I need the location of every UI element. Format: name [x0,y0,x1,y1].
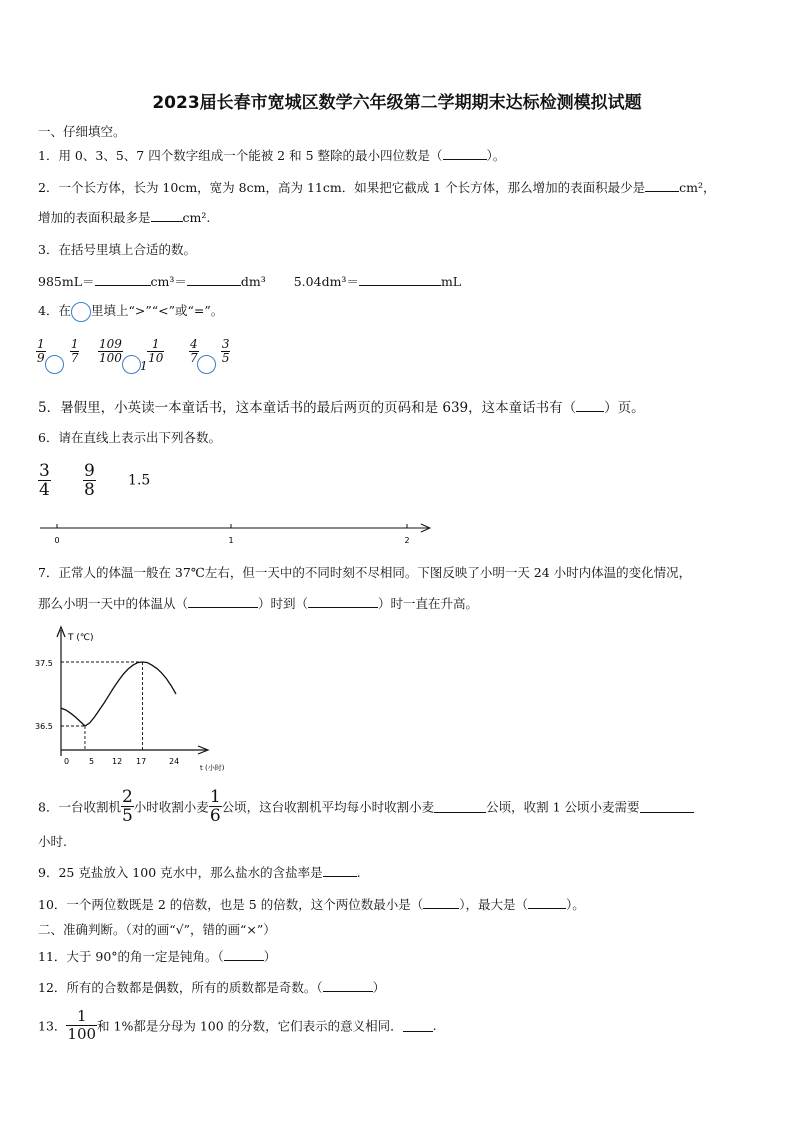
q2-text-2: 增加的表面积最多是 [38,210,151,225]
q10-text: 10．一个两位数既是 2 的倍数，也是 5 的倍数，这个两位数最小是（ [38,897,424,912]
q7-text-2: ）时到（ [258,596,309,611]
q8-text-4: 公顷，收割 1 公顷小麦需要 [486,799,640,815]
q9-text: 9．25 克盐放入 100 克水中，那么盐水的含盐率是 [38,865,323,880]
question-3-conversions [38,272,461,290]
fraction: $\frac{109}{100}$ [99,337,122,365]
q8-text-end: 小时. [38,834,67,849]
question-7-line-2 [38,594,478,612]
question-11 [38,947,276,965]
q4-text-2: 里填上“>”“<”或“=”。 [90,303,224,318]
question-6: 6．请在直线上表示出下列各数。 [38,430,221,445]
q7-text-3: ）时一直在升高。 [378,596,479,611]
q11-text: 11．大于 90°的角一定是钝角。（ [38,949,224,964]
number-1-5: 1.5 [128,472,151,489]
fraction: $\frac{1}{9}$ [37,337,45,365]
q8-text: 8．一台收割机 [38,799,121,815]
q10-max-blank[interactable] [528,896,566,909]
question-7-line-1: 7．正常人的体温一般在 37℃左右，但一天中的不同时刻不尽相同。下图反映了小明一天 24 小时内体温的变化情况， [38,565,692,580]
question-2-line-2 [38,208,210,226]
tick-label: 1 [228,536,234,545]
q13-text: 13． [38,1018,67,1034]
q4-compare-2-circle[interactable] [122,355,141,374]
fraction: $\frac{4}{7}$ [190,337,198,365]
q5-text: 5．暑假里，小英读一本童话书，这本童话书的最后两页的页码和是 639，这本童话书有（ [38,400,577,416]
tick-label: 0 [54,536,60,545]
q4-compare-1-circle[interactable] [45,355,64,374]
question-10 [38,895,585,913]
q3-985ml: 985mL＝ [38,274,95,289]
x-axis-label: t (小时) [200,764,225,772]
q8-hours-blank[interactable] [640,800,694,813]
section-1-heading: 一、仔细填空。 [38,124,126,139]
q10-min-blank[interactable] [423,896,459,909]
q11-text-end: ） [263,949,277,964]
q5-text-end: ）页。 [604,400,645,416]
q2-unit-2: cm². [182,210,211,225]
q4-compare-2-mid: 1 [140,359,148,373]
q13-answer-blank[interactable] [403,1019,433,1032]
y-tick-label: 36.5 [35,722,53,731]
q8-per-hour-blank[interactable] [434,800,486,813]
question-1 [38,146,505,164]
page-title: 2023届长春市宽城区数学六年级第二学期期末达标检测模拟试题 [152,93,642,113]
y-axis-label: T (℃) [68,633,94,643]
q4-circle-icon [71,302,91,322]
q3-cm3: cm³＝ [150,274,187,289]
temperature-chart [28,622,238,778]
question-5 [38,396,645,416]
q12-answer-blank[interactable] [323,979,373,992]
q8-text-3: 公顷，这台收割机平均每小时收割小麦 [221,799,435,815]
y-tick-label: 37.5 [35,659,53,668]
q9-text-end: . [356,865,361,880]
q7-end-blank[interactable] [308,595,378,608]
q3-dm3: dm³ [240,274,266,289]
q2-unit-1: cm²， [679,180,716,195]
q1-answer-blank[interactable] [443,147,487,160]
question-3: 3．在括号里填上合适的数。 [38,242,196,257]
q1-text-end: ）。 [486,148,506,163]
x-tick-label: 24 [169,757,180,766]
q3-504dm3: 5.04dm³＝ [293,274,359,289]
fraction-2-5: $\frac{2}{5}$ [121,787,133,826]
q11-answer-blank[interactable] [224,948,264,961]
q8-text-2: 小时收割小麦 [133,799,209,815]
x-tick-label: 17 [136,757,147,766]
q10-text-2: ），最大是（ [459,897,528,912]
q5-answer-blank[interactable] [576,399,604,412]
q2-max-area-blank[interactable] [151,209,183,222]
question-4 [38,301,223,322]
temperature-series-line [61,662,176,726]
q13-text-end: . [432,1018,437,1033]
question-12 [38,978,385,996]
fraction-9-8: $\frac{9}{8}$ [84,461,95,500]
x-tick-label: 5 [89,757,95,766]
q3-blank-cm3[interactable] [95,273,151,286]
q3-blank-ml[interactable] [359,273,441,286]
fraction-1-6: $\frac{1}{6}$ [209,787,221,826]
q2-text: 2．一个长方体，长为 10cm，宽为 8cm，高为 11cm．如果把它截成 1 个长方体，那么增加的表面积最少是 [38,180,646,195]
q9-answer-blank[interactable] [323,864,357,877]
x-tick-label: 12 [112,757,123,766]
q2-min-area-blank[interactable] [645,179,679,192]
q6-numbers [38,462,150,499]
section-2-heading: 二、准确判断。（对的画“√”，错的画“×”） [38,922,276,937]
question-13 [38,1008,437,1043]
question-8 [38,788,694,825]
q12-text-end: ） [372,980,386,995]
question-2-line-1 [38,178,715,196]
fraction-1-100: $\frac{1}{100}$ [67,1007,97,1043]
q13-text-2: 和 1%都是分母为 100 的分数，它们表示的意义相同． [97,1018,403,1034]
question-9 [38,863,361,881]
q7-start-blank[interactable] [188,595,258,608]
q3-blank-dm3[interactable] [187,273,241,286]
q3-ml: mL [440,274,462,289]
q4-text: 4．在 [38,303,71,318]
fraction-3-4: $\frac{3}{4}$ [39,461,50,500]
fraction: $\frac{1}{7}$ [70,337,79,365]
q4-compare-3-circle[interactable] [197,355,216,374]
fraction: $\frac{1}{10}$ [148,337,164,365]
q12-text: 12．所有的合数都是偶数，所有的质数都是奇数。（ [38,980,323,995]
q10-text-end: ）。 [565,897,585,912]
q1-text: 1．用 0、3、5、7 四个数字组成一个能被 2 和 5 整除的最小四位数是（ [38,148,443,163]
number-line [36,518,436,548]
x-tick-label: 0 [64,757,70,766]
fraction: $\frac{3}{5}$ [221,337,230,365]
q7-text: 那么小明一天中的体温从（ [38,596,189,611]
tick-label: 2 [404,536,410,545]
